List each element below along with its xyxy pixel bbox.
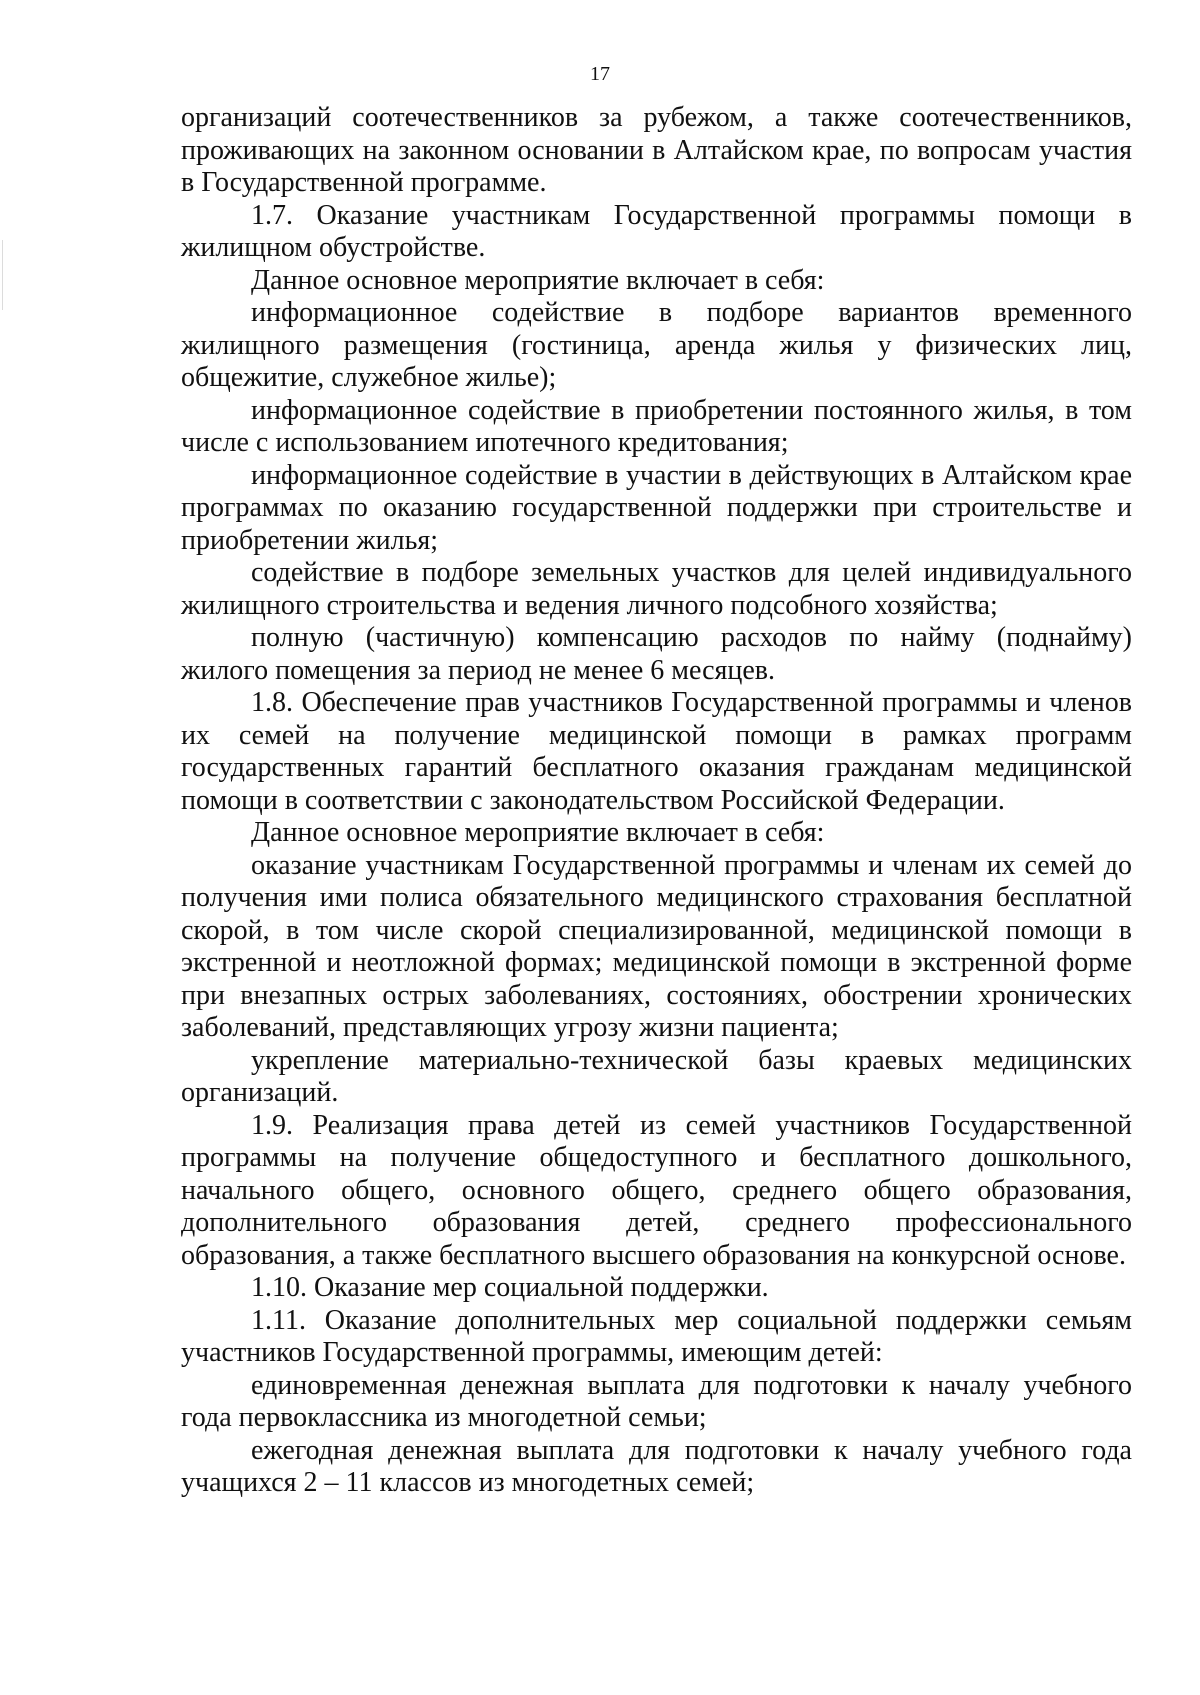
paragraph: информационное содействие в подборе вариантов временного жилищного размещения (гостиница, аренда жилья у физических лиц, общежитие, служебное жилье); <box>181 297 1132 393</box>
document-body <box>181 102 1132 1500</box>
paragraph: 1.11. Оказание дополнительных мер социальной поддержки семьям участников Государственной программы, имеющим детей: <box>181 1304 1132 1368</box>
paragraph: Данное основное мероприятие включает в себя: <box>251 264 825 296</box>
paragraph: организаций соотечественников за рубежом, а также соотечественников, проживающих на законном основании в Алтайском крае, по вопросам участия в Государственной программе. <box>181 102 1132 198</box>
paragraph: 1.7. Оказание участникам Государственной программы помощи в жилищном обустройстве. <box>181 199 1132 263</box>
paragraph: ежегодная денежная выплата для подготовки к началу учебного года учащихся 2 – 11 классов из многодетных семей; <box>181 1434 1132 1498</box>
page-number: 17 <box>590 63 610 85</box>
paragraph: оказание участникам Государственной программы и членам их семей до получения ими полиса обязательного медицинского страхования бесплатной скорой, в том числе скорой специализированной, медицинской помощи в экстренной и неотложной формах; медицинской помощи в экстренной форме при внезапных острых заболеваниях, состояниях, обострении хронических заболеваний, представляющих угрозу жизни пациента; <box>181 849 1132 1043</box>
paragraph: единовременная денежная выплата для подготовки к началу учебного года первоклассника из многодетной семьи; <box>181 1369 1132 1433</box>
paragraph: 1.10. Оказание мер социальной поддержки. <box>251 1272 769 1303</box>
paragraph: укрепление материально-технической базы краевых медицинских организаций. <box>181 1044 1132 1108</box>
scan-margin-line <box>2 240 3 310</box>
paragraph: Данное основное мероприятие включает в себя: <box>251 817 825 848</box>
paragraph: полную (частичную) компенсацию расходов по найму (поднайму) жилого помещения за период не менее 6 месяцев. <box>181 622 1132 686</box>
paragraph: 1.9. Реализация права детей из семей участников Государственной программы на получение общедоступного и бесплатного дошкольного, начального общего, основного общего, среднего общего образования, дополнительного образования детей, среднего профессионального образования, а также бесплатного высшего образования на конкурсной основе. <box>181 1109 1132 1271</box>
paragraph: информационное содействие в приобретении постоянного жилья, в том числе с использованием ипотечного кредитования; <box>181 394 1132 458</box>
paragraph: информационное содействие в участии в действующих в Алтайском крае программах по оказанию государственной поддержки при строительстве и приобретении жилья; <box>181 459 1132 556</box>
paragraph: содействие в подборе земельных участков для целей индивидуального жилищного строительства и ведения личного подсобного хозяйства; <box>181 557 1132 621</box>
paragraph: 1.8. Обеспечение прав участников Государственной программы и членов их семей на получение медицинской помощи в рамках программ государственных гарантий бесплатного оказания гражданам медицинской помощи в соответствии с законодательством Российской Федерации. <box>181 687 1132 816</box>
